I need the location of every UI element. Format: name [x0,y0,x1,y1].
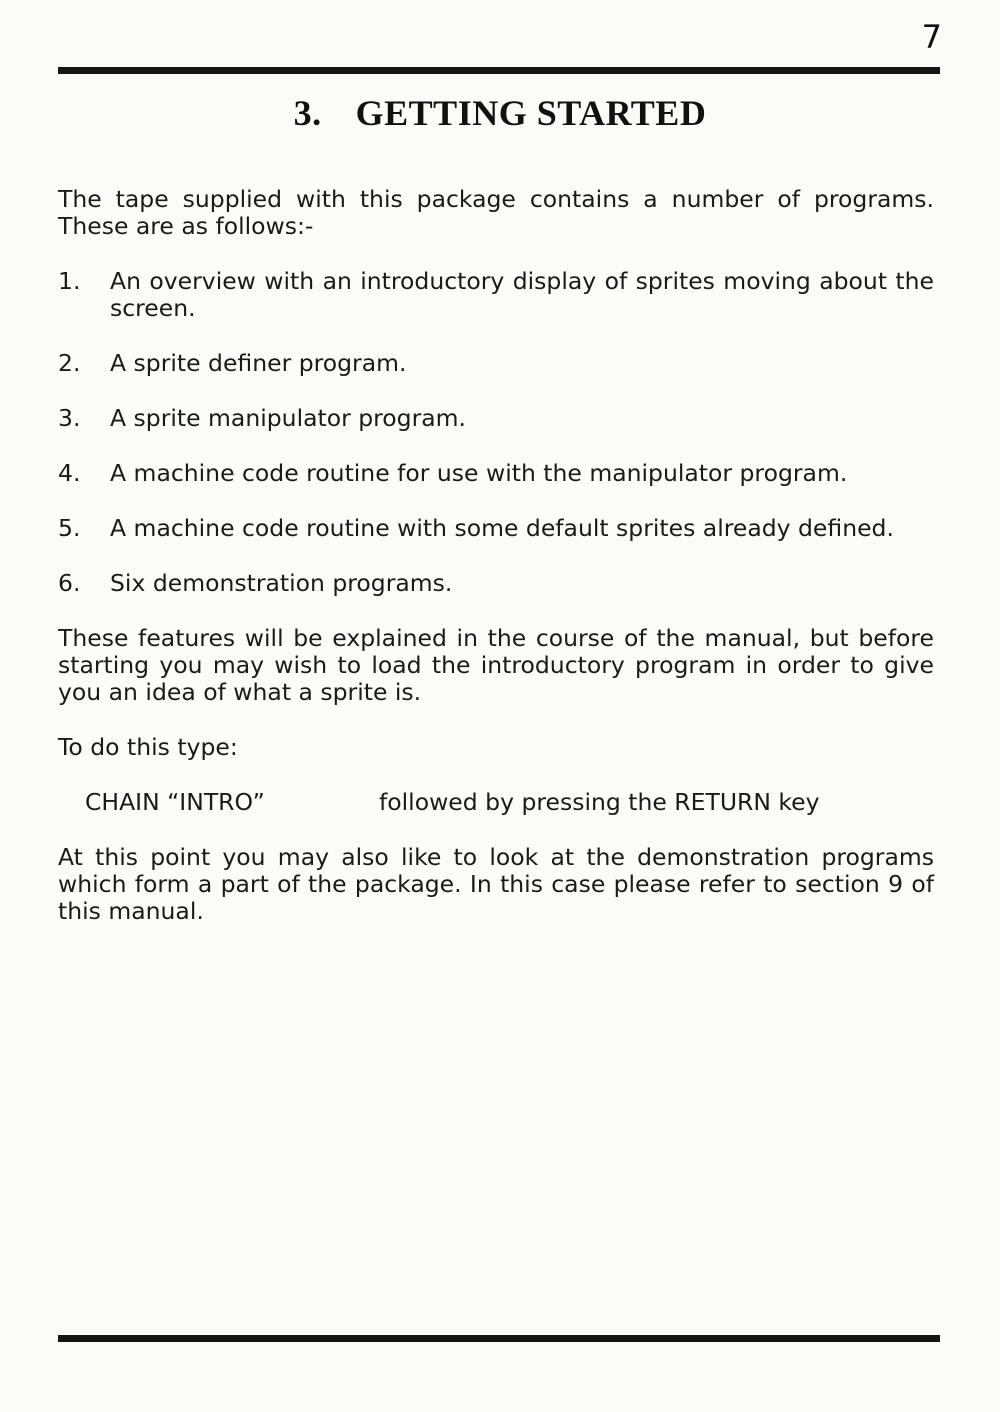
section-number: 3. [293,93,322,133]
list-item [58,268,934,322]
list-item [58,570,934,597]
list-item-number: 2. [58,349,81,377]
body-content [58,186,934,953]
list-item-number: 4. [58,459,81,487]
list-item-text: A sprite definer program. [110,349,407,377]
intro-paragraph: The tape supplied with this package contains a number of programs. These are as follows:- [58,185,934,240]
top-rule [58,67,940,74]
list-item-number: 1. [58,267,81,295]
list-item-number: 6. [58,569,81,597]
list-item-text: Six demonstration programs. [110,569,453,597]
list-item [58,515,934,542]
features-paragraph: These features will be explained in the course of the manual, but before starting you may wish to load the introductory program in order to give you an idea of what a sprite is. [58,624,934,706]
command-code: CHAIN “INTRO” [85,788,265,816]
closing-paragraph: At this point you may also like to look at the demonstration programs which form a part of the package. In this case please refer to section 9 of this manual. [58,843,934,925]
bottom-rule [58,1335,940,1342]
list-item [58,460,934,487]
list-item [58,405,934,432]
list-item-text: A sprite manipulator program. [110,404,466,432]
list-item-text: A machine code routine with some default sprites already defined. [110,514,894,542]
section-title: GETTING STARTED [355,93,707,133]
list-item-text: A machine code routine for use with the manipulator program. [110,459,848,487]
command-description: followed by pressing the RETURN key [379,788,820,816]
instruction-text: To do this type: [58,733,238,761]
page-number: 7 [921,18,942,56]
list-item-text: An overview with an introductory display of sprites moving about the screen. [110,267,934,322]
list-item-number: 3. [58,404,81,432]
program-list [58,268,934,597]
section-heading [0,92,1000,134]
command-line [58,789,934,816]
list-item [58,350,934,377]
list-item-number: 5. [58,514,81,542]
